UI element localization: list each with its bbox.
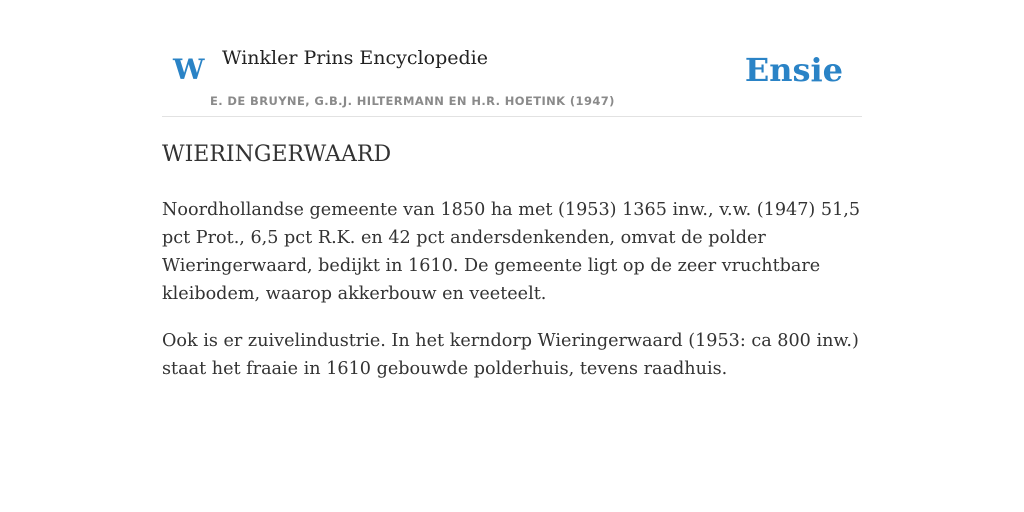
source-title[interactable]: Winkler Prins Encyclopedie <box>222 47 488 69</box>
article-paragraph: Noordhollandse gemeente van 1850 ha met (1953) 1365 inw., v.w. (1947) 51,5 pct Prot., 6,5 pct R.K. en 42 pct andersdenkenden, omvat de polder Wieringerwaard, bedijkt in 1610. De gemeente ligt op de zeer vruchtbare kleibodem, waarop akkerbouw en veeteelt. <box>162 200 861 304</box>
source-logo[interactable]: W <box>173 53 205 86</box>
source-header <box>162 0 862 117</box>
brand-logo-link[interactable]: Ensie <box>744 51 843 89</box>
source-authors: E. DE BRUYNE, G.B.J. HILTERMANN EN H.R. HOETINK (1947) <box>210 94 615 108</box>
article <box>162 138 862 402</box>
article-title: WIERINGERWAARD <box>162 142 392 167</box>
article-paragraph: Ook is er zuivelindustrie. In het kerndorp Wieringerwaard (1953: ca 800 inw.) staat het fraaie in 1610 gebouwde polderhuis, tevens raadhuis. <box>162 331 859 379</box>
